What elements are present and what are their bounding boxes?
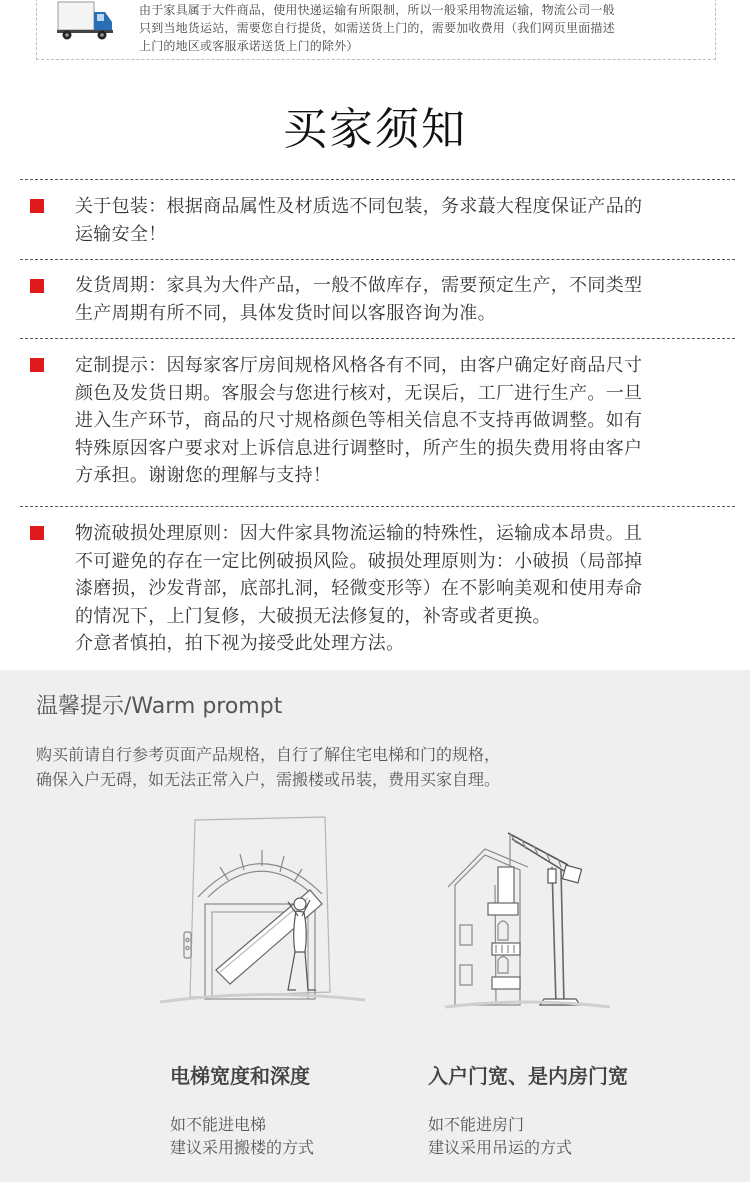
truck-icon <box>57 0 115 40</box>
notice-line: 发货周期：家具为大件产品，一般不做库存，需要预定生产，不同类型 <box>75 275 643 296</box>
notice-line: 生产周期有所不同，具体发货时间以客服咨询为准。 <box>75 302 496 324</box>
card-door-title: 入户门宽、是内房门宽 <box>428 1064 628 1088</box>
card-line: 建议采用吊运的方式 <box>428 1138 573 1157</box>
bullet-marker <box>30 199 44 213</box>
page-title: 买家须知 <box>283 104 467 155</box>
notice-line: 的情况下，上门复修，大破损无法修复的，补寄或者更换。 <box>75 605 551 627</box>
notice-line: 进入生产环节，商品的尺寸规格颜色等相关信息不支持再做调整。如有 <box>75 410 643 431</box>
divider <box>20 179 735 180</box>
notice-line: 物流破损处理原则：因大件家具物流运输的特殊性，运输成本昂贵。且 <box>75 523 643 544</box>
divider <box>20 338 735 339</box>
warm-prompt-text <box>36 742 676 792</box>
warm-prompt-line: 购买前请自行参考页面产品规格，自行了解住宅电梯和门的规格， <box>36 745 501 764</box>
notice-line: 定制提示：因每家客厅房间规格风格各有不同，由客户确定好商品尺寸 <box>75 355 643 376</box>
card-line: 如不能进电梯 <box>170 1115 267 1134</box>
card-elevator-title: 电梯宽度和深度 <box>170 1064 310 1088</box>
notice-line: 漆磨损，沙发背部，底部扎洞，轻微变形等）在不影响美观和使用寿命 <box>75 578 643 599</box>
warm-prompt-title: 温馨提示/Warm prompt <box>36 694 283 719</box>
shipping-notice-line: 只到当地货运站，需要您自行提货，如需送货上门的，需要加收费用（我们网页里面描述 <box>139 21 615 35</box>
card-elevator-text <box>170 1113 314 1159</box>
divider <box>20 506 735 507</box>
bullet-marker <box>30 358 44 372</box>
bullet-marker <box>30 279 44 293</box>
notice-line: 不可避免的存在一定比例破损风险。破损处理原则为：小破损（局部掉 <box>75 550 643 572</box>
bullet-marker <box>30 526 44 540</box>
card-door-text <box>428 1113 572 1159</box>
notice-text <box>75 272 705 327</box>
card-line: 建议采用搬楼的方式 <box>170 1138 315 1157</box>
notice-text <box>75 193 705 248</box>
shipping-notice-text <box>139 1 699 55</box>
shipping-notice-line: 上门的地区或客服承诺送货上门的除外） <box>139 39 359 53</box>
divider <box>20 259 735 260</box>
notice-line: 介意者慎拍，拍下视为接受此处理方法。 <box>75 633 405 654</box>
card-line: 如不能进房门 <box>428 1115 525 1134</box>
shipping-notice-box <box>36 0 716 60</box>
crane-illustration <box>440 825 615 1010</box>
warm-prompt-line: 确保入户无碍，如无法正常入户，需搬楼或吊装，费用买家自理。 <box>36 770 501 789</box>
notice-line: 颜色及发货日期。客服会与您进行核对，无误后，工厂进行生产。一旦 <box>75 382 643 404</box>
notice-text <box>75 520 705 658</box>
notice-text <box>75 352 705 490</box>
shipping-notice-line: 由于家具属于大件商品，使用快递运输有所限制，所以一般采用物流运输，物流公司一般 <box>139 3 615 17</box>
notice-line: 特殊原因客户要求对上诉信息进行调整时，所产生的损失费用将由客户 <box>75 437 643 459</box>
elevator-illustration <box>150 812 375 1012</box>
notice-line: 方承担。谢谢您的理解与支持！ <box>75 465 332 486</box>
notice-line: 关于包装：根据商品属性及材质选不同包装，务求蕞大程度保证产品的 <box>75 196 643 217</box>
notice-line: 运输安全！ <box>75 223 167 245</box>
warm-prompt-section <box>0 670 750 1182</box>
